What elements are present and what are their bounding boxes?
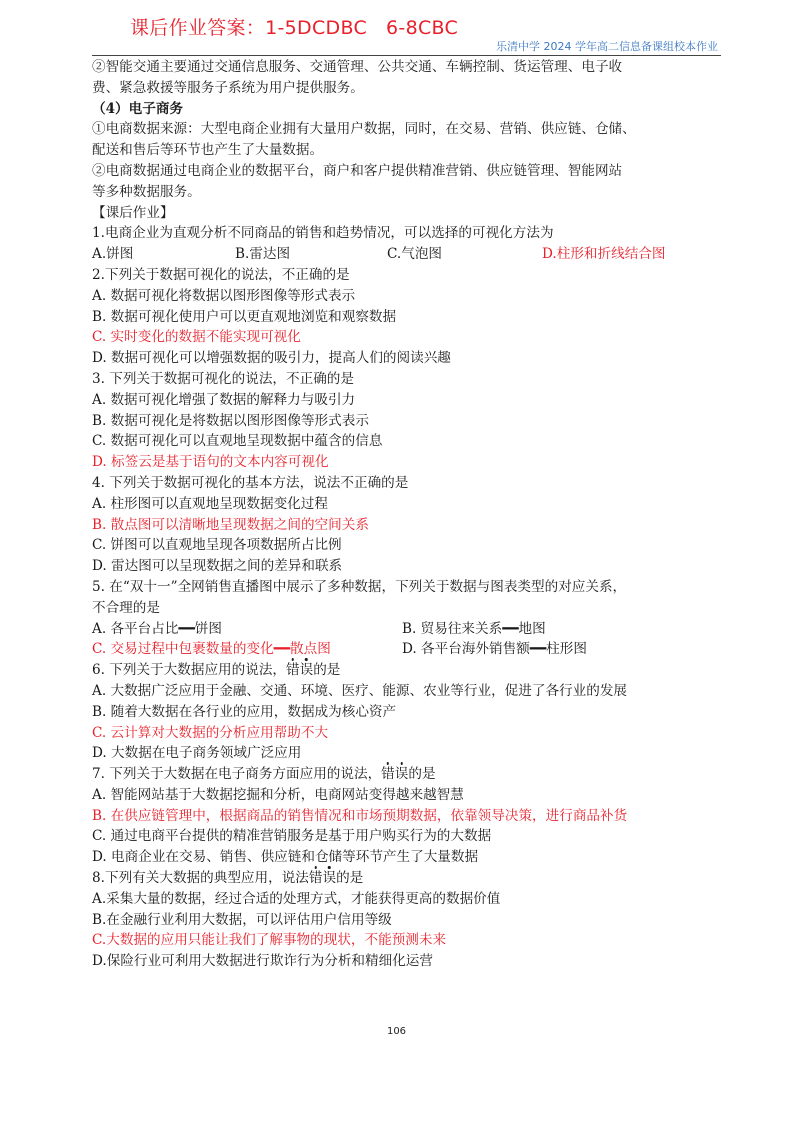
option: D. 大数据在电子商务领域广泛应用 xyxy=(92,745,302,762)
stem-text: 8.下列有关大数据的典型应用，说法 xyxy=(92,870,309,887)
option: D. 各平台海外销售额━━柱形图 xyxy=(402,641,587,658)
option: A. 柱形图可以直观地呈现数据变化过程 xyxy=(92,495,328,512)
option: A. 智能网站基于大数据挖掘和分析，电商网站变得越来越智慧 xyxy=(92,786,464,803)
stem-text: 的是 xyxy=(336,870,364,887)
ecommerce-paragraph-line: 等多种数据服务。 xyxy=(92,183,201,200)
option: B.在金融行业利用大数据，可以评估用户信用等级 xyxy=(92,911,392,928)
correct-option: D.柱形和折线结合图 xyxy=(542,246,666,263)
question-stem xyxy=(92,764,732,785)
option: A. 数据可视化增强了数据的解释力与吸引力 xyxy=(92,391,356,408)
correct-option: C.大数据的应用只能让我们了解事物的现状，不能预测未来 xyxy=(92,932,447,949)
correct-option: C. 云计算对大数据的分析应用帮助不大 xyxy=(92,724,329,741)
option: C. 数据可视化可以直观地呈现数据中蕴含的信息 xyxy=(92,433,383,450)
option: A. 各平台占比━━饼图 xyxy=(92,620,222,637)
question-stem: 4. 下列关于数据可视化的基本方法，说法不正确的是 xyxy=(92,474,409,491)
correct-option: C. 交易过程中包裹数量的变化━━散点图 xyxy=(92,641,331,658)
option: A.采集大量的数据，经过合适的处理方式，才能获得更高的数据价值 xyxy=(92,890,501,907)
question-options-row xyxy=(92,244,732,265)
ecommerce-paragraph-line: ②电商数据通过电商企业的数据平台，商户和客户提供精准营销、供应链管理、智能网站 xyxy=(92,162,623,179)
stem-text: 7. 下列关于大数据在电子商务方面应用的说法， xyxy=(92,766,382,783)
correct-option: D. 标签云是基于语句的文本内容可视化 xyxy=(92,454,329,471)
option: D.保险行业可利用大数据进行欺诈行为分析和精细化运营 xyxy=(92,953,433,970)
option: B. 贸易往来关系━━地图 xyxy=(402,620,546,637)
emphasis-char: 错 xyxy=(309,868,323,889)
transport-text-line: 费、紧急救援等服务子系统为用户提供服务。 xyxy=(92,79,364,96)
question-stem: 不合理的是 xyxy=(92,599,160,616)
option: A. 大数据广泛应用于金融、交通、环境、医疗、能源、农业等行业，促进了各行业的发展 xyxy=(92,682,628,699)
correct-option: B. 在供应链管理中，根据商品的销售情况和市场预期数据，依靠领导决策，进行商品补货 xyxy=(92,807,628,824)
option: B. 数据可视化使用户可以更直观地浏览和观察数据 xyxy=(92,308,397,325)
option: A.饼图 xyxy=(92,246,134,263)
question-options-row xyxy=(92,619,732,640)
emphasis-char: 错 xyxy=(286,660,300,681)
page-content xyxy=(92,57,732,972)
stem-text: 的是 xyxy=(408,766,436,783)
ecommerce-paragraph-line: 配送和售后等环节也产生了大量数据。 xyxy=(92,142,324,159)
question-stem xyxy=(92,868,732,889)
emphasis-char: 误 xyxy=(395,764,409,785)
header-divider xyxy=(92,55,721,56)
option: B. 随着大数据在各行业的应用，数据成为核心资产 xyxy=(92,703,397,720)
question-stem: 2.下列关于数据可视化的说法，不正确的是 xyxy=(92,266,350,283)
option: C.气泡图 xyxy=(387,246,443,263)
transport-text-line: ②智能交通主要通过交通信息服务、交通管理、公共交通、车辆控制、货运管理、电子收 xyxy=(92,59,623,75)
correct-option: B. 散点图可以清晰地呈现数据之间的空间关系 xyxy=(92,516,369,533)
homework-heading: 【课后作业】 xyxy=(92,204,174,221)
emphasis-char: 误 xyxy=(300,660,314,681)
emphasis-char: 误 xyxy=(322,868,336,889)
answer-key-banner: 课后作业答案：1-5DCDBC 6-8CBC xyxy=(130,17,459,39)
option: D. 数据可视化可以增强数据的吸引力，提高人们的阅读兴趣 xyxy=(92,350,451,367)
ecommerce-heading: （4）电子商务 xyxy=(92,100,184,117)
option: B.雷达图 xyxy=(235,246,291,263)
ecommerce-paragraph-line: ①电商数据来源：大型电商企业拥有大量用户数据，同时，在交易、营销、供应链、仓储、 xyxy=(92,121,636,138)
option: C. 饼图可以直观地呈现各项数据所占比例 xyxy=(92,537,342,554)
stem-text: 的是 xyxy=(313,662,341,679)
question-options-row xyxy=(92,639,732,660)
option: C. 通过电商平台提供的精准营销服务是基于用户购买行为的大数据 xyxy=(92,828,492,845)
page-number: 106 xyxy=(386,1026,407,1037)
header-school-note: 乐清中学 2024 学年高二信息备课组校本作业 xyxy=(496,40,718,53)
option: D. 雷达图可以呈现数据之间的差异和联系 xyxy=(92,558,343,575)
option: A. 数据可视化将数据以图形图像等形式表示 xyxy=(92,287,356,304)
question-stem: 3. 下列关于数据可视化的说法，不正确的是 xyxy=(92,370,354,387)
option: D. 电商企业在交易、销售、供应链和仓储等环节产生了大量数据 xyxy=(92,849,479,866)
option: B. 数据可视化是将数据以图形图像等形式表示 xyxy=(92,412,369,429)
question-stem: 5. 在“双十一”全网销售直播图中展示了多种数据，下列关于数据与图表类型的对应关系， xyxy=(92,578,627,595)
correct-option: C. 实时变化的数据不能实现可视化 xyxy=(92,329,301,346)
stem-text: 6. 下列关于大数据应用的说法， xyxy=(92,662,287,679)
emphasis-char: 错 xyxy=(381,764,395,785)
question-stem: 1.电商企业为直观分析不同商品的销售和趋势情况，可以选择的可视化方法为 xyxy=(92,225,554,242)
question-stem xyxy=(92,660,732,681)
